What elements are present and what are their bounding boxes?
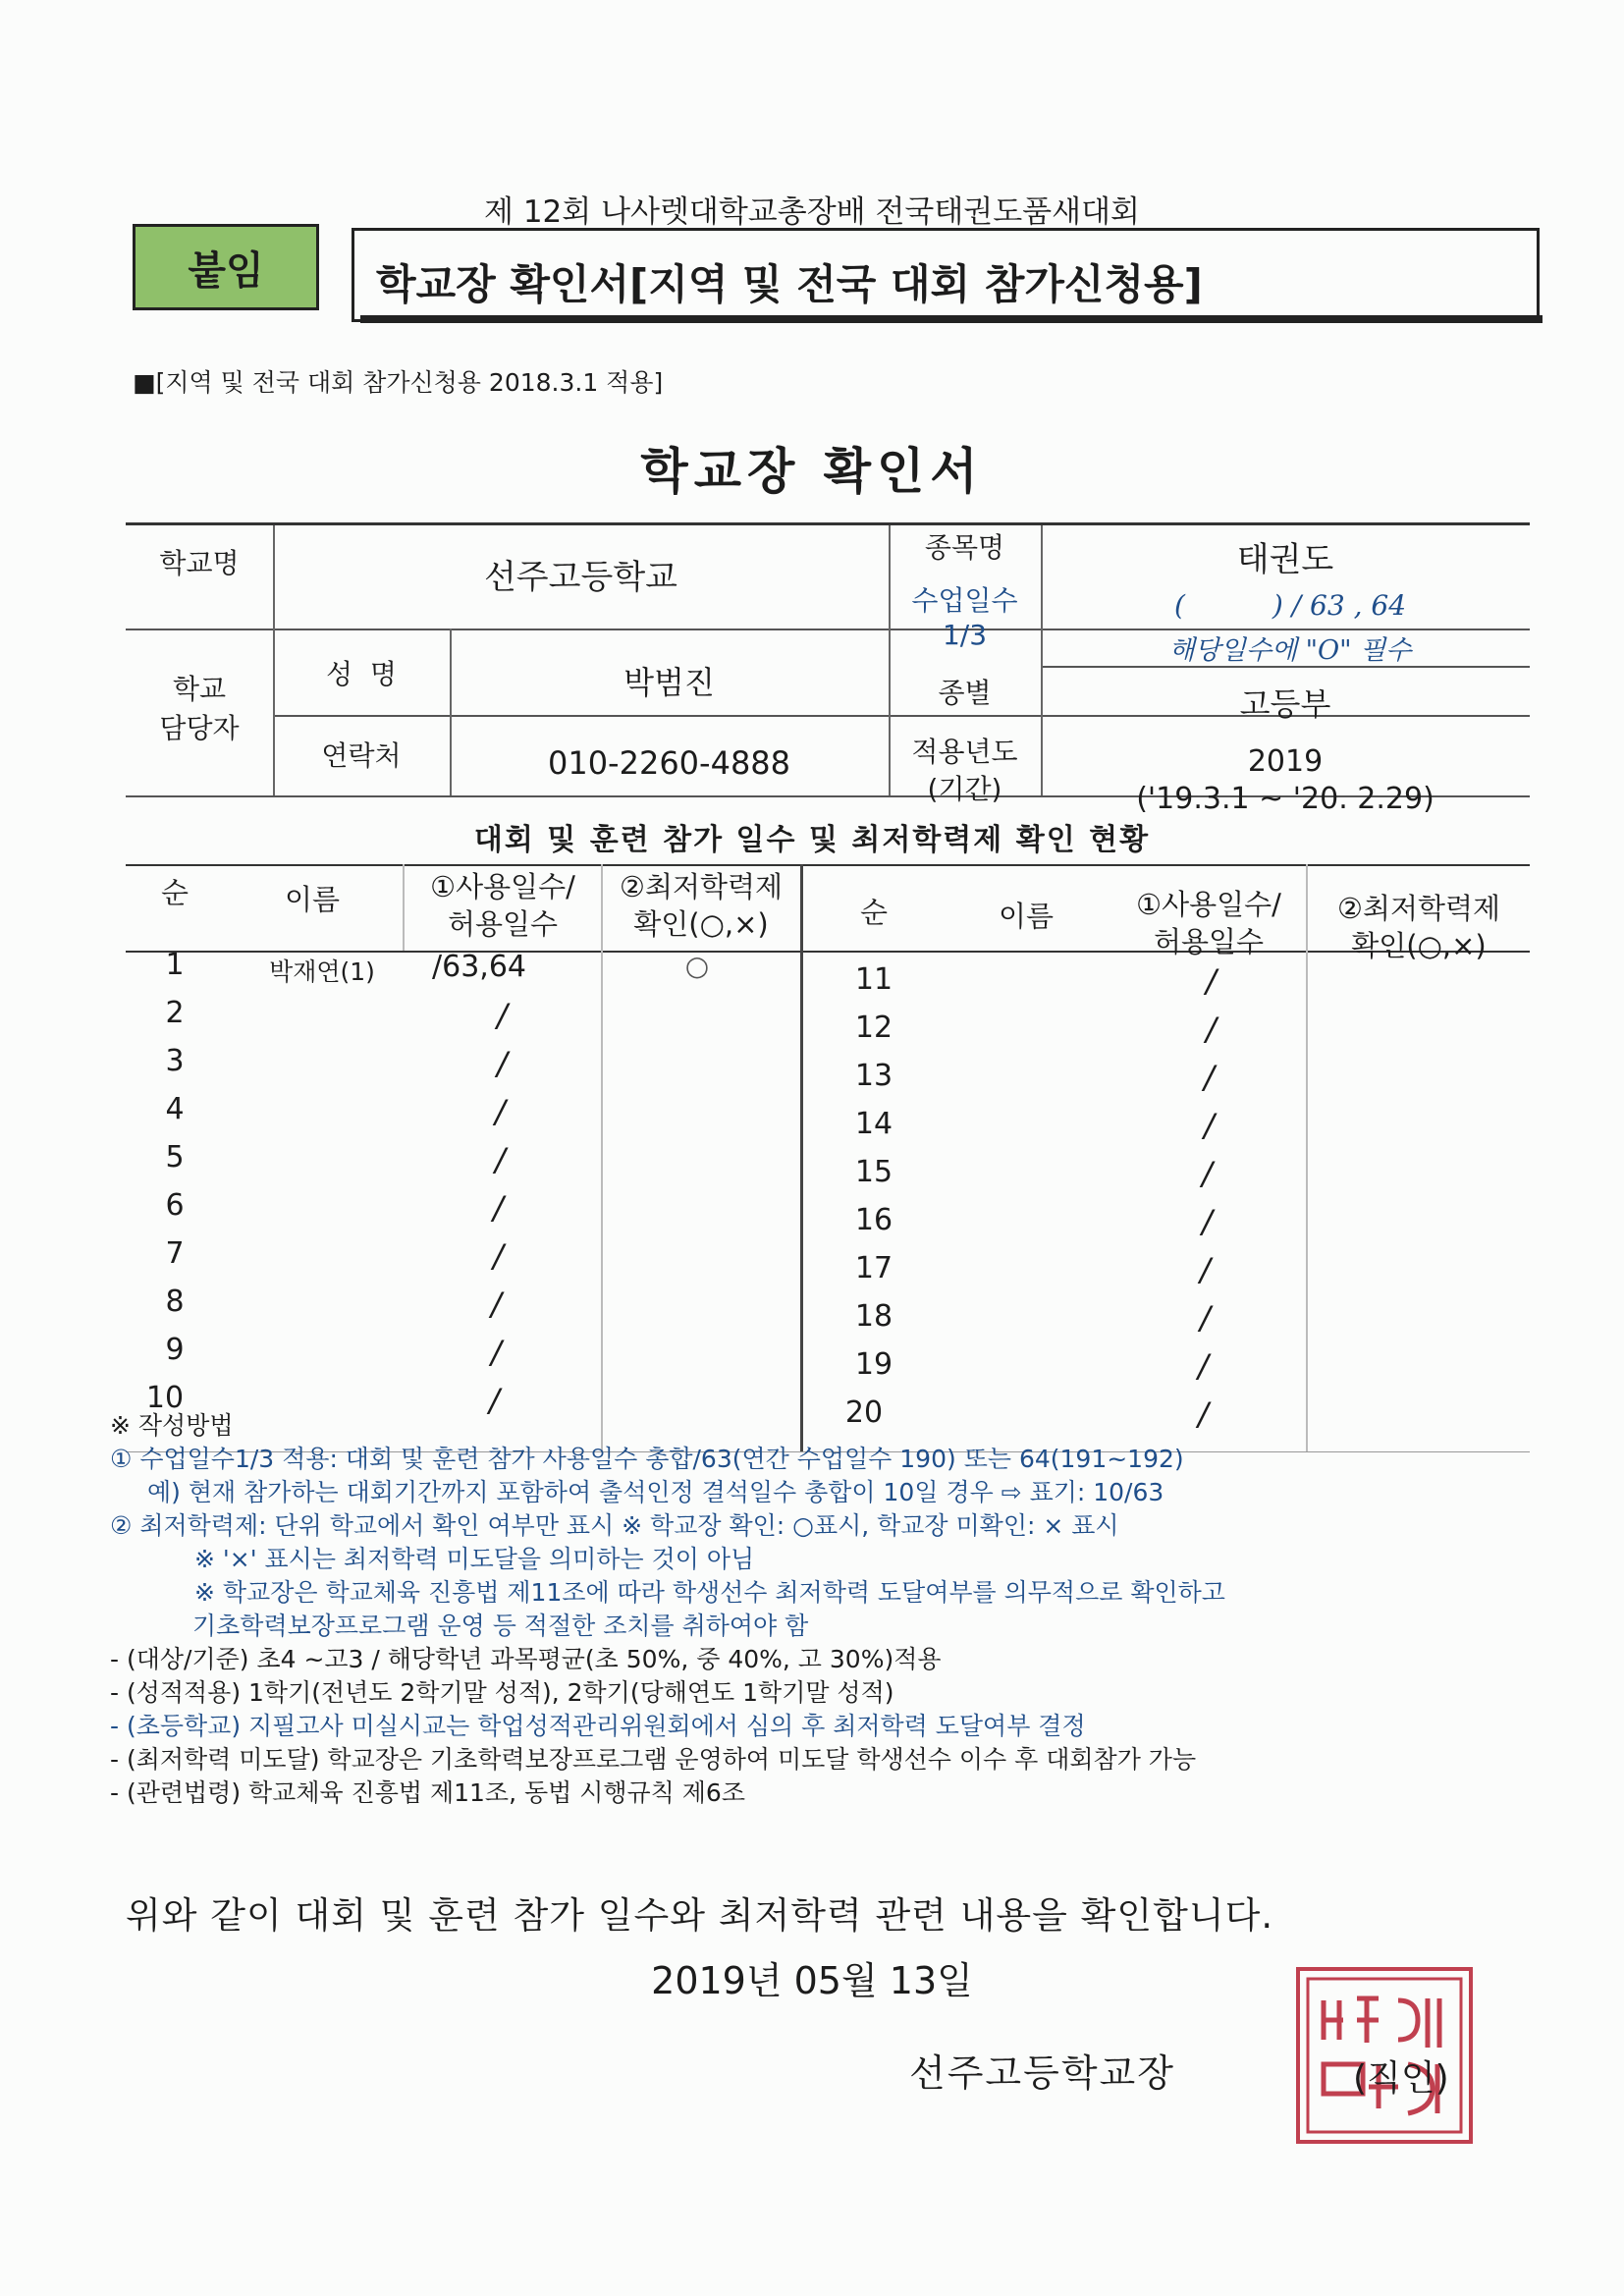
note-2d: 기초학력보장프로그램 운영 등 적절한 조치를 취하여야 함 [192,1612,809,1640]
row-no: 9 [165,1333,185,1367]
phone-label: 연락처 [321,739,402,772]
applicable-period: ('19.3.1 ~ '20. 2.29) [1136,782,1435,816]
row-no: 13 [854,1059,893,1093]
row-no: 3 [165,1044,185,1078]
row-days: / [1198,1395,1209,1433]
class-days-note: 해당일수에 "O" 필수 [1168,635,1412,666]
row-days: / [1200,1299,1211,1337]
row-days: / [1200,1251,1211,1288]
class-days-label: 수업일수 [911,584,1018,617]
event-title: 제 12회 나사렛대학교총장배 전국태권도품새대회 [484,194,1140,230]
row-days: / [1206,1011,1217,1048]
year-label-2: (기간) [927,773,1002,805]
row-days: / [495,1141,506,1178]
row-no: 2 [165,996,185,1030]
note-2b: ※ '×' 표시는 최저학력 미도달을 의미하는 것이 아님 [194,1545,755,1573]
row-no: 20 [844,1395,884,1430]
contact-name: 박범진 [623,664,715,701]
divider [126,864,1530,866]
detail-2: - (성적적용) 1학기(전년도 2학기말 성적), 2학기(당해연도 1학기말 성적) [110,1678,894,1707]
header-days-1: ①사용일수/ [430,870,575,903]
header-no: 순 [859,896,888,929]
row-days: / [489,1382,500,1419]
scope-note: ■[지역 및 전국 대회 참가신청용 2018.3.1 적용] [133,368,664,397]
row-days: / [1204,1059,1215,1096]
row-no: 16 [854,1203,893,1237]
detail-4: - (최저학력 미도달) 학교장은 기초학력보장프로그램 운영하여 미도달 학생선수 이수 후 대회참가 가능 [110,1745,1197,1774]
row-no: 17 [854,1251,893,1285]
header-academic-1: ②최저학력제 [1336,892,1501,925]
notes-heading: ※ 작성방법 [110,1411,234,1440]
header-name: 이름 [998,900,1055,933]
contact-person-label-2: 담당자 [159,712,240,744]
section-title: 대회 및 훈련 참가 일수 및 최저학력제 확인 현황 [473,823,1151,857]
header-days-2: 허용일수 [1153,925,1265,958]
header-days-1: ①사용일수/ [1136,888,1281,921]
row-days: / [495,1093,506,1130]
detail-3: - (초등학교) 지필고사 미실시교는 학업성적관리위원회에서 심의 후 최저학력 도달여부 결정 [110,1712,1086,1740]
row-no: 6 [165,1188,185,1223]
row-no: 14 [854,1107,893,1141]
row-days: / [1206,962,1217,1000]
header-academic-1: ②최저학력제 [619,870,784,903]
row-no: 1 [165,948,185,982]
row-no: 4 [165,1092,185,1126]
phone: 010-2260-4888 [547,744,791,782]
row-no: 15 [854,1155,893,1189]
writing-instructions [110,1409,1524,1810]
row-no: 7 [165,1236,185,1271]
row-check: ○ [684,950,710,982]
header-academic-2: 확인(○,×) [633,907,769,941]
row-days: / [493,1189,504,1227]
sport-label: 종목명 [924,531,1005,564]
divider [126,522,1530,525]
row-days: / [497,997,508,1034]
header-no: 순 [160,876,189,909]
row-days: /63,64 [432,950,526,984]
divider [800,864,803,1451]
name-label: 성 명 [326,658,397,690]
row-days: / [1202,1203,1213,1240]
contact-person-label-1: 학교 [172,673,227,705]
attachment-badge: 붙임 [133,224,319,310]
row-days: / [1204,1107,1215,1144]
document-title: 학교장 확인서[지역 및 전국 대회 참가신청용] [352,228,1540,322]
row-no: 8 [165,1285,185,1319]
row-days: / [491,1334,502,1371]
seal-note: (직인) [1353,2058,1449,2099]
class-days-ratio: 1/3 [942,619,988,651]
note-1b: 예) 현재 참가하는 대회기간까지 포함하여 출석인정 결석일수 총합이 10일 경우 ⇨ 표기: 10/63 [147,1478,1164,1506]
category-label: 종별 [938,677,992,709]
header-days-2: 허용일수 [447,907,559,941]
row-name: 박재연(1) [269,957,375,986]
year-label-1: 적용년도 [911,736,1018,768]
row-no: 18 [854,1299,893,1334]
row-no: 5 [165,1140,185,1175]
category: 고등부 [1239,685,1331,723]
applicable-year: 2019 [1247,744,1324,779]
issue-date: 2019년 05월 13일 [651,1959,973,2002]
school-name: 선주고등학교 [483,558,678,597]
row-days: / [497,1045,508,1082]
row-no: 10 [145,1381,185,1415]
header-name: 이름 [284,883,341,916]
detail-1: - (대상/기준) 초4 ~고3 / 해당학년 과목평균(초 50%, 중 40%, 고 30%)적용 [110,1645,942,1673]
row-no: 11 [854,962,893,997]
header-academic-2: 확인(○,×) [1351,929,1487,962]
principal-signature: 선주고등학교장 [909,2051,1175,2095]
note-1a: ① 수업일수1/3 적용: 대회 및 훈련 참가 사용일수 총합/63(연간 수업일수 190) 또는 64(191~192) [110,1445,1184,1473]
sport: 태권도 [1236,540,1334,579]
note-2c: ※ 학교장은 학교체육 진흥법 제11조에 따라 학생선수 최저학력 도달여부를 의무적으로 확인하고 [194,1578,1225,1607]
row-days: / [1198,1347,1209,1385]
row-days: / [493,1237,504,1275]
row-days: / [491,1285,502,1323]
detail-5: - (관련법령) 학교체육 진흥법 제11조, 동법 시행규칙 제6조 [110,1778,745,1807]
row-no: 19 [854,1347,893,1382]
row-no: 12 [854,1011,893,1045]
class-days-value: ( ) / 63 , 64 [1173,589,1407,622]
main-title: 학교장 확인서 [640,443,984,500]
row-days: / [1202,1155,1213,1192]
note-2a: ② 최저학력제: 단위 학교에서 확인 여부만 표시 ※ 학교장 확인: ○표시, 학교장 미확인: × 표시 [110,1511,1119,1540]
school-name-label: 학교명 [159,547,240,579]
confirmation-statement: 위와 같이 대회 및 훈련 참가 일수와 최저학력 관련 내용을 확인합니다. [126,1894,1274,1937]
